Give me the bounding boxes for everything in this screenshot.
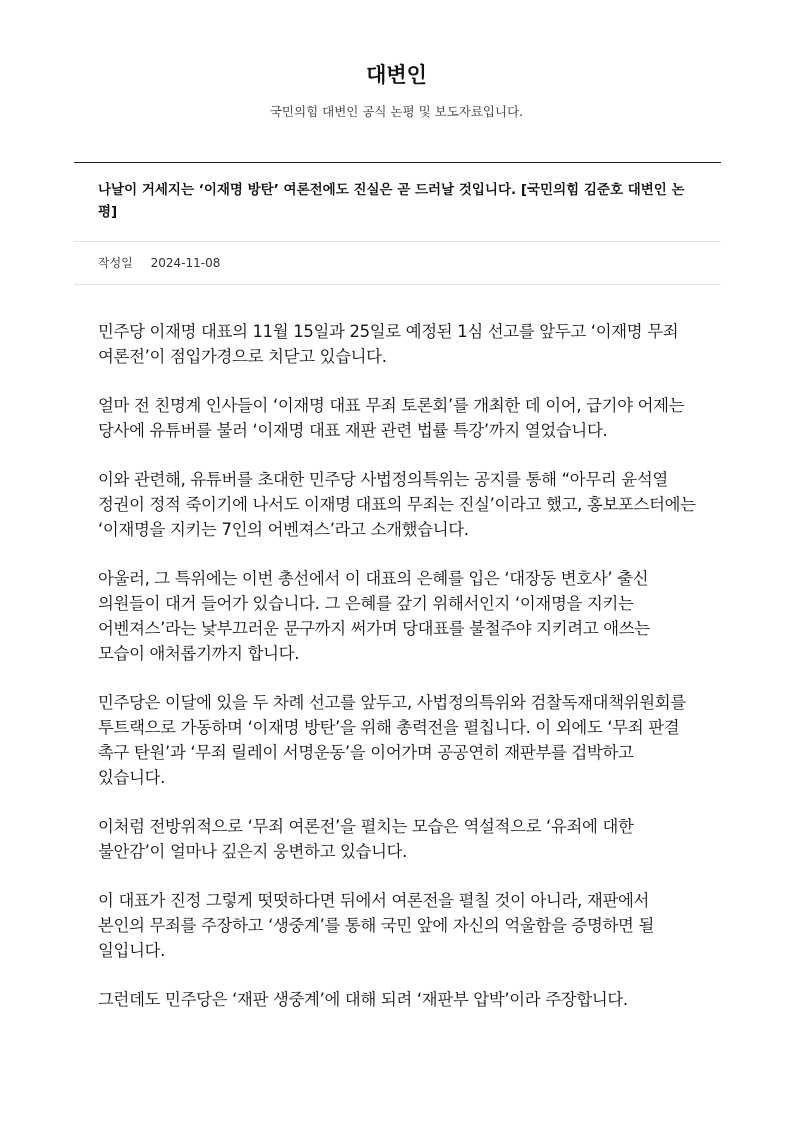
date-label: 작성일 <box>98 256 133 270</box>
body-paragraph: 이처럼 전방위적으로 ‘무죄 여론전’을 펼치는 모습은 역설적으로 ‘유죄에 대한 불안감’이 얼마나 깊은지 웅변하고 있습니다. <box>98 817 634 861</box>
body-paragraph: 그런데도 민주당은 ‘재판 생중계’에 대해 되려 ‘재판부 압박’이라 주장합니다. <box>98 990 628 1009</box>
body-paragraph: 이 대표가 진정 그렇게 떳떳하다면 뒤에서 여론전을 펼칠 것이 아니라, 재판에서 본인의 무죄를 주장하고 ‘생중계’를 통해 국민 앞에 자신의 억울함을 증명하면 될 일입니다. <box>98 891 654 960</box>
site-subtitle: 국민의힘 대변인 공식 논평 및 보도자료입니다. <box>269 104 524 119</box>
site-title: 대변인 <box>366 63 427 87</box>
body-paragraph: 아울러, 그 특위에는 이번 총선에서 이 대표의 은혜를 입은 ‘대장동 변호사’ 출신 의원들이 대거 들어가 있습니다. 그 은혜를 갚기 위해서인지 ‘이재명을 지키는 어벤져스’라는 낯부끄러운 문구까지 써가며 당대표를 불철주야 지키려고 애쓰는 모습이 애처롭기까지 합니다. <box>98 569 650 663</box>
article-body <box>98 319 698 1036</box>
article-title: 나날이 거세지는 ‘이재명 방탄’ 여론전에도 진실은 곧 드러날 것입니다. [국민의힘 김준호 대변인 논평] <box>74 163 721 242</box>
body-paragraph: 얼마 전 친명계 인사들이 ‘이재명 대표 무죄 토론회’를 개최한 데 이어, 급기야 어제는 당사에 유튜버를 불러 ‘이재명 대표 재판 관련 법률 특강’까지 열었습니다. <box>98 396 685 440</box>
body-paragraph: 민주당은 이달에 있을 두 차례 선고를 앞두고, 사법정의특위와 검찰독재대책위원회를 투트랙으로 가동하며 ‘이재명 방탄’을 위해 총력전을 펼칩니다. 이 외에도 ‘무죄 판결 촉구 탄원’과 ‘무죄 릴레이 서명운동’을 이어가며 공공연히 재판부를 겁박하고 있습니다. <box>98 693 686 787</box>
date-value: 2024-11-08 <box>150 256 221 270</box>
article-meta <box>74 242 721 285</box>
article-header <box>74 162 721 285</box>
body-paragraph: 민주당 이재명 대표의 11월 15일과 25일로 예정된 1심 선고를 앞두고 ‘이재명 무죄 여론전’이 점입가경으로 치닫고 있습니다. <box>98 322 679 366</box>
body-paragraph: 이와 관련해, 유튜버를 초대한 민주당 사법정의특위는 공지를 통해 “아무리 윤석열 정권이 정적 죽이기에 나서도 이재명 대표의 무죄는 진실’이라고 했고, 홍보포스터에는 ‘이재명을 지키는 7인의 어벤져스’라고 소개했습니다. <box>98 470 696 539</box>
